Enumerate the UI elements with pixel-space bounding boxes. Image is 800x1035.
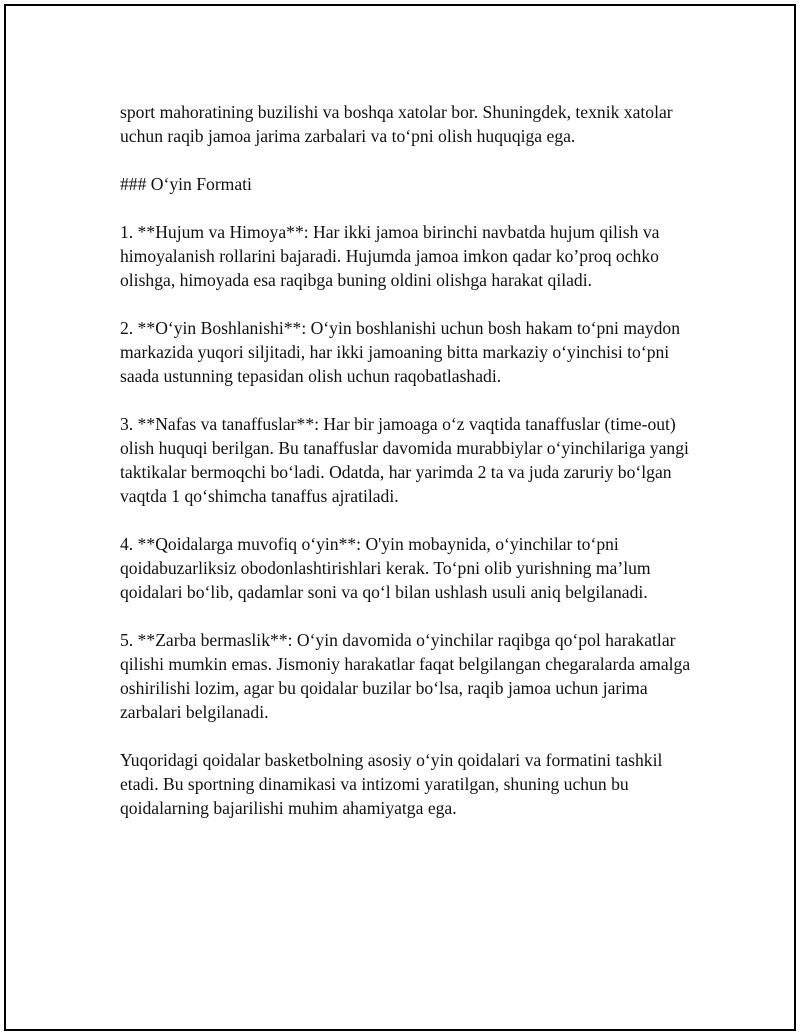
list-item-4: 4. **Qoidalarga muvofiq o‘yin**: O'yin mobaynida, o‘yinchilar to‘pni qoidabuzarliksiz obodonlashtirishlari kerak. To‘pni olib yurishning ma’lum qoidalari bo‘lib, qadamlar soni va qo‘l bilan ushlash usuli aniq belgilanadi. <box>120 534 651 602</box>
document-page <box>4 4 796 1031</box>
document-body <box>120 100 700 844</box>
list-item-3: 3. **Nafas va tanaffuslar**: Har bir jamoaga o‘z vaqtida tanaffuslar (time-out) olish huquqi berilgan. Bu tanaffuslar davomida murabbiylar o‘yinchilariga yangi taktikalar bermoqchi bo‘ladi. Odatda, har yarimda 2 ta va juda zaruriy bo‘lgan vaqtda 1 qo‘shimcha tanaffus ajratiladi. <box>120 414 689 506</box>
list-item-5: 5. **Zarba bermaslik**: O‘yin davomida o‘yinchilar raqibga qo‘pol harakatlar qilishi mumkin emas. Jismoniy harakatlar faqat belgilangan chegaralarda amalga oshirilishi lozim, agar bu qoidalar buzilar bo‘lsa, raqib jamoa uchun jarima zarbalari belgilanadi. <box>120 630 691 722</box>
section-heading: ### O‘yin Formati <box>120 174 252 194</box>
paragraph-conclusion: Yuqoridagi qoidalar basketbolning asosiy o‘yin qoidalari va formatini tashkil etadi. Bu sportning dinamikasi va intizomi yaratilgan, shuning uchun bu qoidalarning bajarilishi muhim ahamiyatga ega. <box>120 750 663 818</box>
list-item-2: 2. **O‘yin Boshlanishi**: O‘yin boshlanishi uchun bosh hakam to‘pni maydon markazida yuqori siljitadi, har ikki jamoaning bitta markaziy o‘yinchisi to‘pni saada ustunning tepasidan olish uchun raqobatlashadi. <box>120 318 681 386</box>
list-item-1: 1. **Hujum va Himoya**: Har ikki jamoa birinchi navbatda hujum qilish va himoyalanish rollarini bajaradi. Hujumda jamoa imkon qadar ko’proq ochko olishga, himoyada esa raqibga buning oldini olishga harakat qiladi. <box>120 222 660 290</box>
paragraph-intro-continuation: sport mahoratining buzilishi va boshqa xatolar bor. Shuningdek, texnik xatolar uchun raqib jamoa jarima zarbalari va to‘pni olish huquqiga ega. <box>120 102 673 146</box>
